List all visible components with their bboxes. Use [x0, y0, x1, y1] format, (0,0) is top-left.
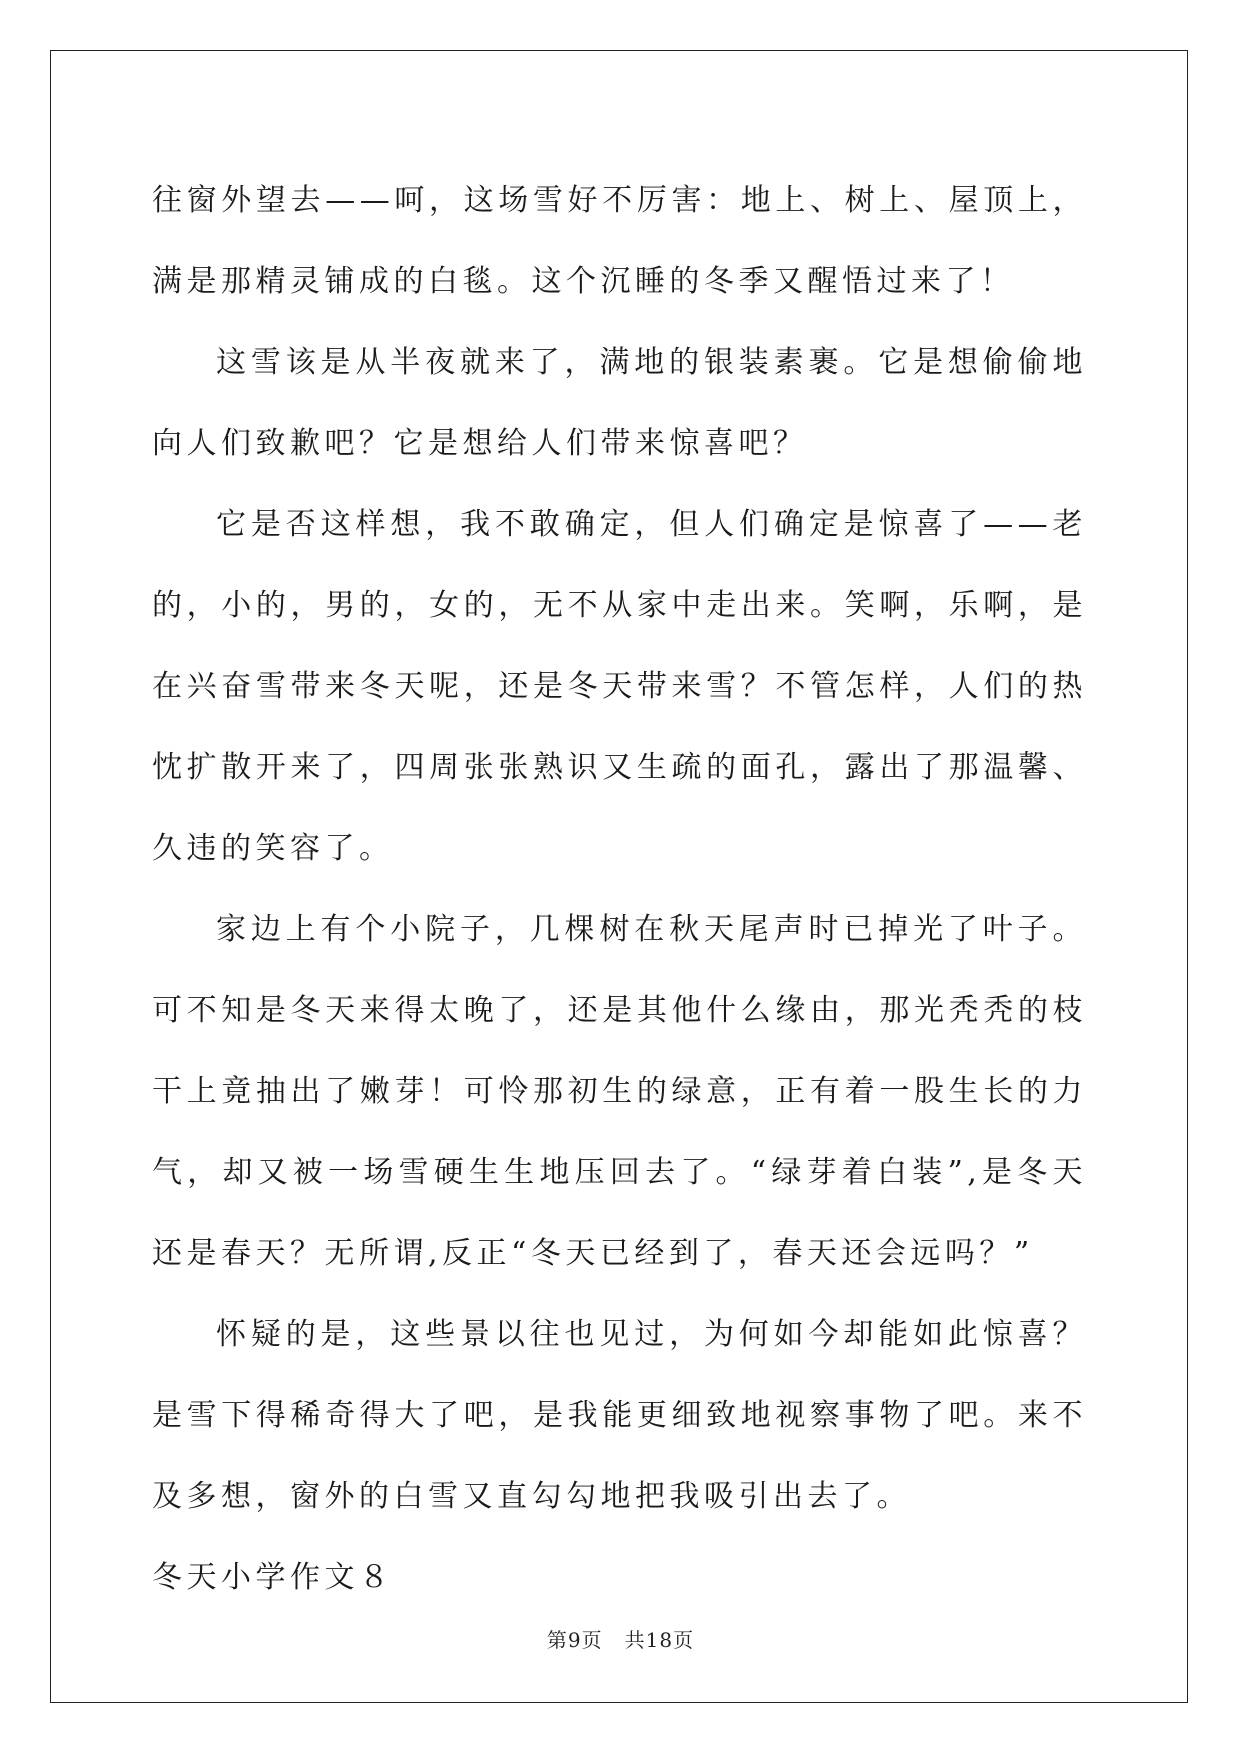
paragraph-1: 往窗外望去——呵，这场雪好不厉害：地上、树上、屋顶上，满是那精灵铺成的白毯。这个沉睡的冬季又醒悟过来了！: [152, 183, 1087, 299]
paragraph-3: 它是否这样想，我不敢确定，但人们确定是惊喜了——老的，小的，男的，女的，无不从家中走出来。笑啊，乐啊，是在兴奋雪带来冬天呢，还是冬天带来雪？不管怎样，人们的热忱扩散开来了，四周张张熟识又生疏的面孔，露出了那温馨、久违的笑容了。: [152, 507, 1087, 866]
paragraph-2: 这雪该是从半夜就来了，满地的银装素裹。它是想偷偷地向人们致歉吧？它是想给人们带来惊喜吧？: [152, 345, 1087, 461]
paragraph-5: 怀疑的是，这些景以往也见过，为何如今却能如此惊喜？是雪下得稀奇得大了吧，是我能更细致地视察事物了吧。来不及多想，窗外的白雪又直勾勾地把我吸引出去了。: [152, 1317, 1087, 1514]
document-body: [152, 160, 1087, 1618]
page-number: 第9页: [546, 1628, 603, 1652]
page-total: 共18页: [624, 1628, 695, 1652]
paragraph-4: 家边上有个小院子，几棵树在秋天尾声时已掉光了叶子。可不知是冬天来得太晚了，还是其他什么缘由，那光秃秃的枝干上竟抽出了嫩芽！可怜那初生的绿意，正有着一股生长的力气，却又被一场雪硬生生地压回去了。“绿芽着白装”,是冬天还是春天？无所谓,反正“冬天已经到了，春天还会远吗？”: [152, 912, 1087, 1271]
section-heading: 冬天小学作文８: [152, 1560, 394, 1595]
page-footer: [0, 1624, 1241, 1653]
